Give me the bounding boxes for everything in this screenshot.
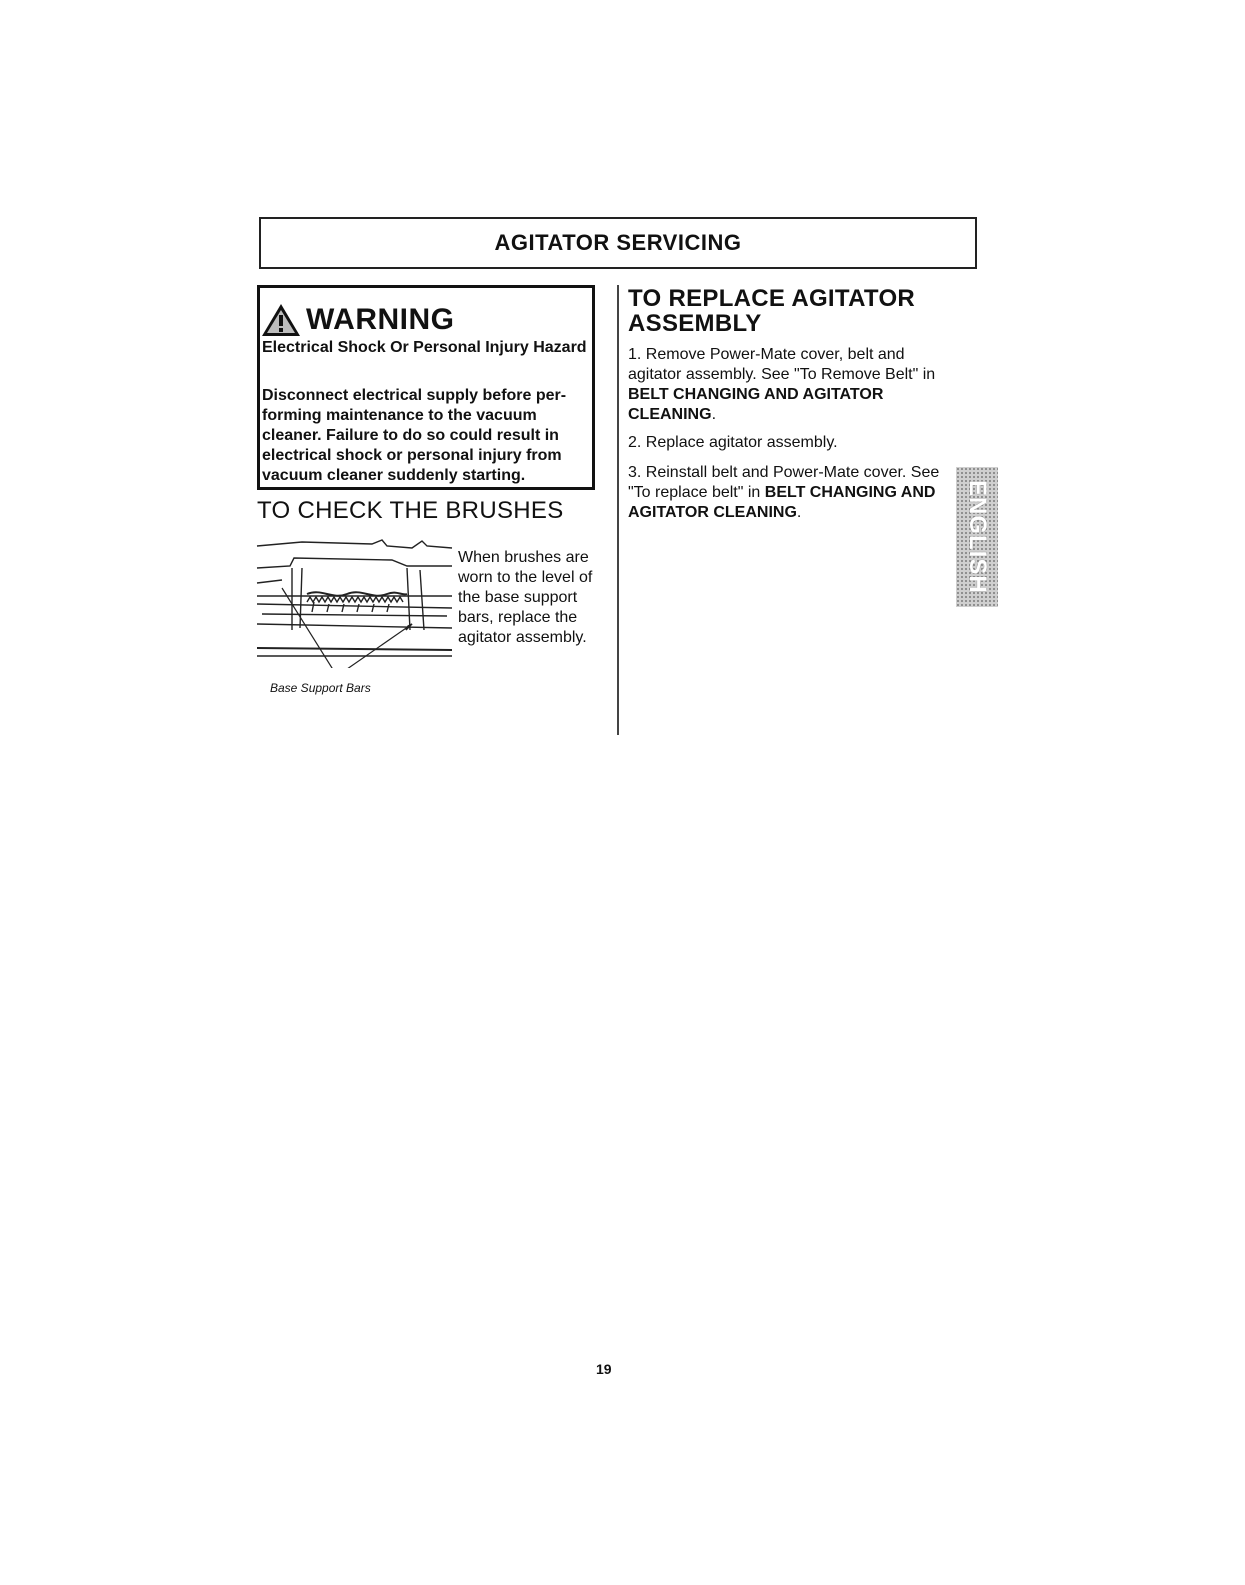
warning-hazard-text: Electrical Shock Or Personal Injury Hazard bbox=[262, 339, 587, 356]
warning-title: WARNING bbox=[306, 303, 455, 336]
step-1-end: . bbox=[711, 406, 717, 423]
step-3-reference: BELT CHANGING AND AGITATOR CLEANING bbox=[628, 484, 936, 521]
page-number: 19 bbox=[596, 1361, 612, 1377]
step-2 bbox=[628, 433, 958, 453]
language-side-tab bbox=[956, 467, 998, 607]
section-title: AGITATOR SERVICING bbox=[494, 230, 742, 255]
step-1-text: 1. Remove Power-Mate cover, belt and agitator assembly. See "To Remove Belt" in bbox=[628, 346, 936, 383]
column-divider bbox=[617, 285, 619, 735]
step-1 bbox=[628, 345, 958, 425]
warning-box bbox=[257, 285, 595, 490]
language-tab-label: ENGLISH bbox=[964, 480, 991, 594]
check-brushes-text: When brushes are worn to the level of the base support bars, replace the agitator assembly. bbox=[458, 549, 593, 646]
section-header bbox=[259, 217, 977, 269]
warning-header bbox=[260, 300, 455, 340]
warning-triangle-icon bbox=[260, 302, 302, 338]
check-brushes-heading: TO CHECK THE BRUSHES bbox=[257, 497, 564, 524]
step-3-text: 3. Reinstall belt and Power-Mate cover. See "To replace belt" in bbox=[628, 464, 940, 501]
step-3 bbox=[628, 463, 958, 523]
step-3-end: . bbox=[796, 504, 802, 521]
base-support-bars-caption: Base Support Bars bbox=[270, 681, 371, 695]
step-2-text: 2. Replace agitator assembly. bbox=[628, 434, 838, 451]
replace-agitator-heading: TO REPLACE AGITATOR ASSEMBLY bbox=[628, 285, 916, 337]
brush-diagram-illustration bbox=[252, 538, 457, 668]
step-1-reference: BELT CHANGING AND AGITATOR CLEANING bbox=[628, 386, 884, 423]
warning-body-text: Disconnect electrical supply before per-forming maintenance to the vacuum cleaner. Failure to do so could result in electrical shock or personal injury from vacuum cleaner suddenly starting. bbox=[262, 387, 567, 484]
